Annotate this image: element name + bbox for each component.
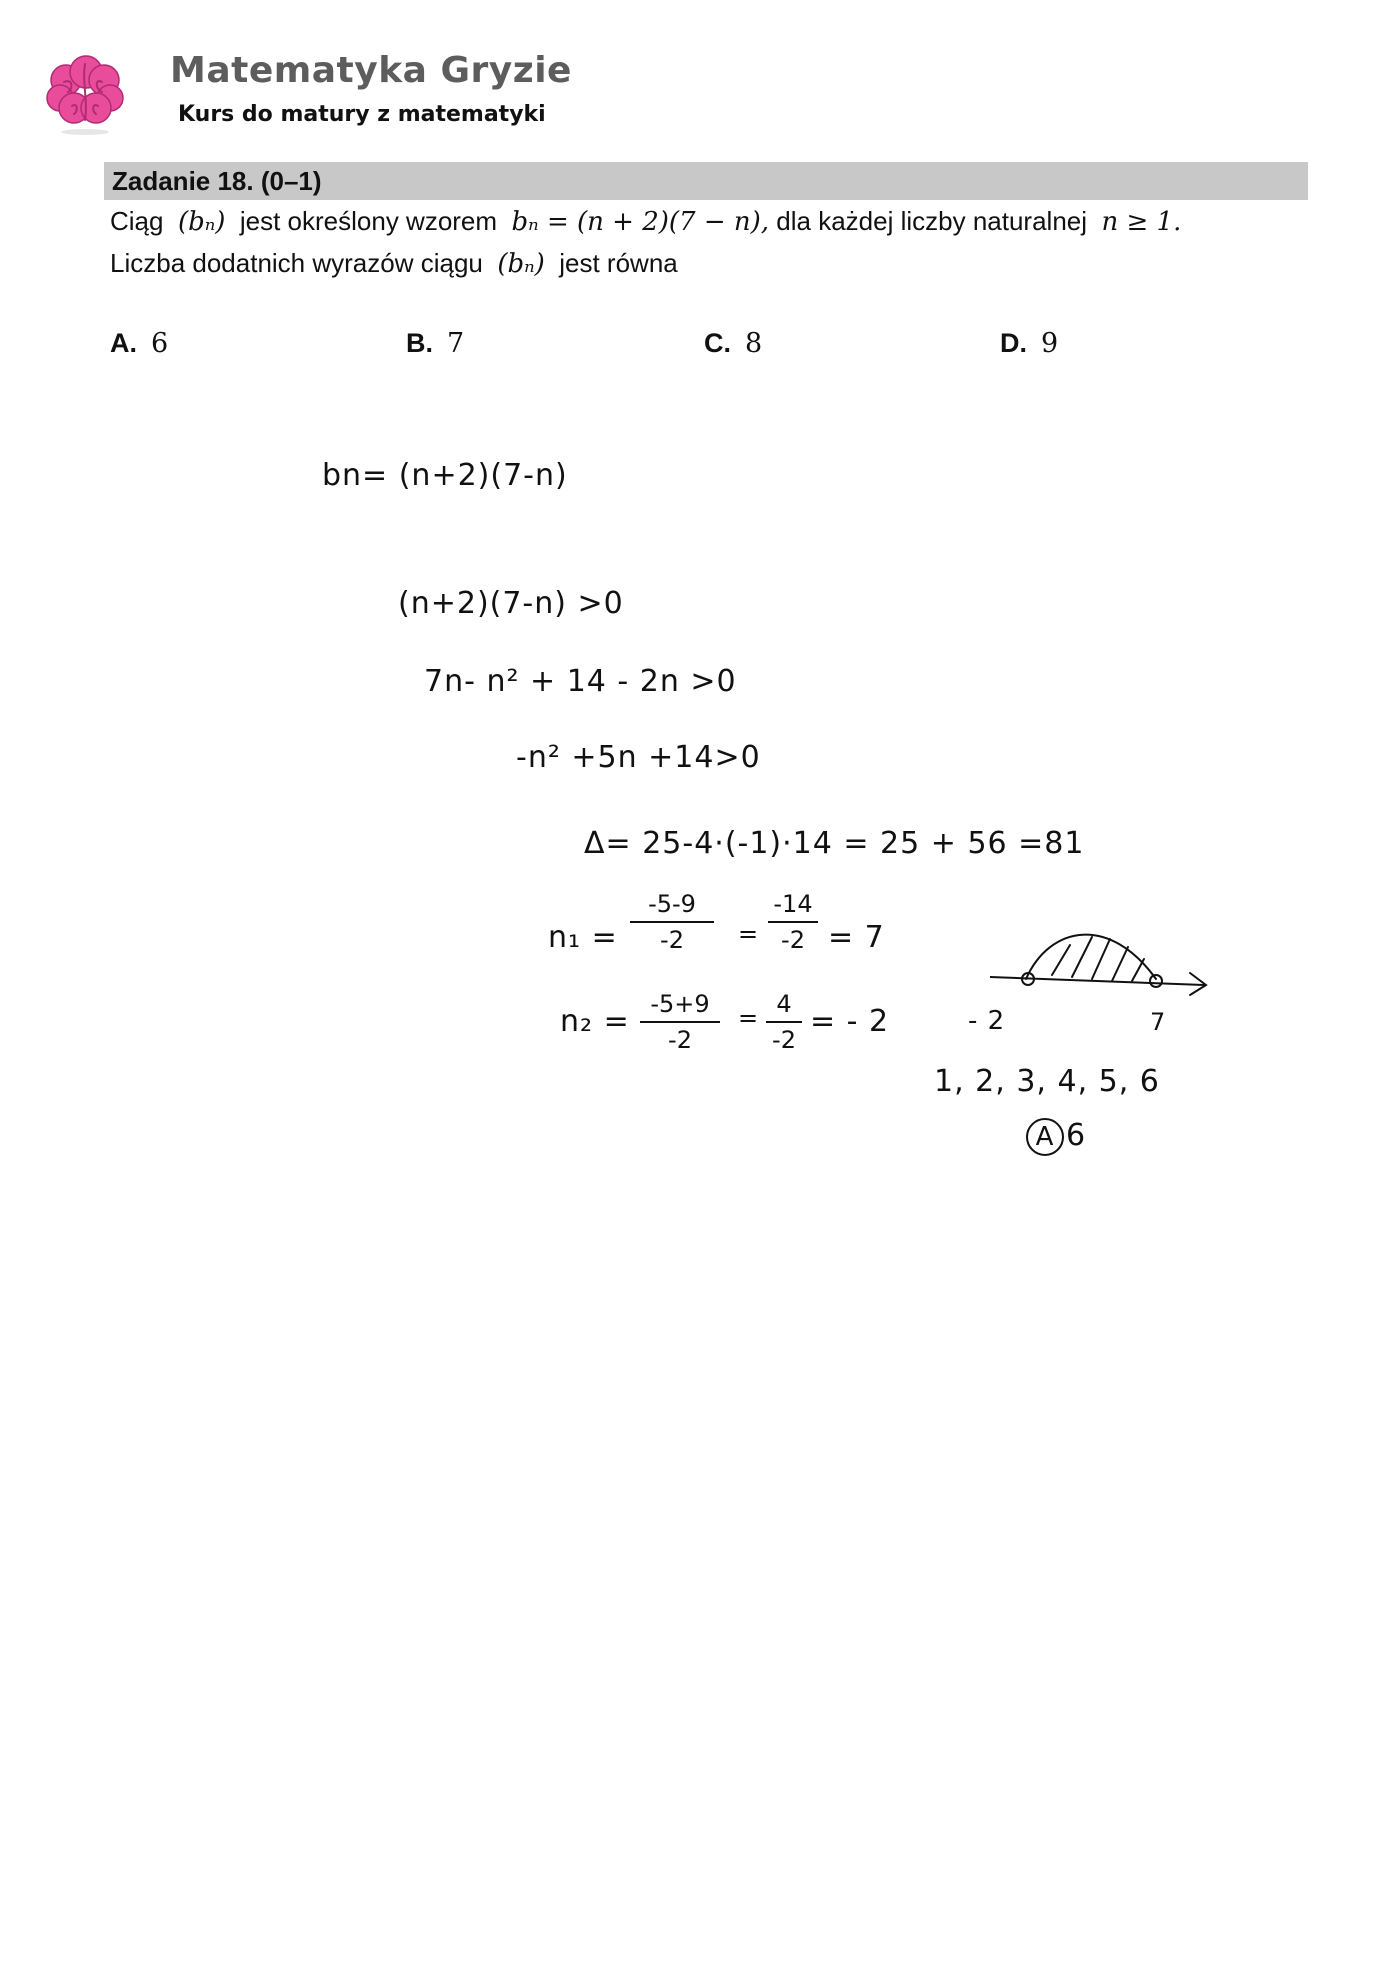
answer-letter: D. (1000, 328, 1027, 358)
fraction-numerator: 4 (776, 990, 792, 1018)
root-n1-fraction-simplified (768, 890, 818, 954)
task-header: Zadanie 18. (0–1) (104, 162, 1308, 200)
task-statement-line-2 (110, 248, 678, 279)
solution-inequality: (n+2)(7-n) >0 (398, 586, 624, 621)
answer-letter: C. (704, 328, 731, 358)
answer-option-d[interactable] (1000, 328, 1058, 359)
answer-value: 8 (745, 328, 763, 359)
answer-option-c[interactable] (704, 328, 762, 359)
fraction-numerator: -14 (773, 890, 813, 918)
solution-formula: bn= (n+2)(7-n) (322, 458, 568, 493)
fraction-denominator: -2 (772, 1026, 796, 1054)
root-n2-fraction (640, 990, 720, 1054)
answer-letter: B. (406, 328, 433, 358)
answer-option-b[interactable] (406, 328, 464, 359)
axis-label-left-root: - 2 (968, 1006, 1006, 1036)
final-answer-value: 6 (1066, 1118, 1087, 1153)
root-n1-label: n₁ = (548, 920, 618, 955)
fraction-numerator: -5-9 (648, 890, 696, 918)
root-n1-result: = 7 (828, 920, 885, 955)
task-text: jest równa (559, 248, 678, 278)
brand-subtitle: Kurs do matury z matematyki (178, 102, 546, 127)
brand-title: Matematyka Gryzie (170, 50, 572, 91)
equals-sign: = (738, 920, 760, 948)
brain-icon (44, 52, 126, 138)
answer-value: 9 (1041, 328, 1059, 359)
fraction-denominator: -2 (660, 926, 684, 954)
answer-value: 7 (447, 328, 465, 359)
axis-label-right-root: 7 (1150, 1008, 1167, 1036)
fraction-denominator: -2 (668, 1026, 692, 1054)
task-statement-line-1 (110, 206, 1181, 237)
root-n2-result: = - 2 (810, 1004, 890, 1039)
root-n2-fraction-simplified (766, 990, 802, 1054)
answer-letter: A. (110, 328, 137, 358)
solution-expanded: 7n- n² + 14 - 2n >0 (424, 664, 737, 699)
parabola-sign-diagram (990, 915, 1220, 1035)
equals-sign: = (738, 1004, 760, 1032)
sequence-formula: bₙ = (n + 2)(7 − n), (511, 207, 770, 237)
sequence-symbol: (bₙ) (497, 249, 545, 279)
final-answer (1026, 1118, 1086, 1156)
task-text: Ciąg (110, 206, 164, 236)
task-text: jest określony wzorem (239, 206, 498, 236)
fraction-numerator: -5+9 (650, 990, 710, 1018)
fraction-denominator: -2 (781, 926, 805, 954)
solution-delta: Δ= 25-4·(-1)·14 = 25 + 56 =81 (584, 826, 1085, 861)
circled-answer-letter: A (1026, 1118, 1064, 1156)
root-n1-fraction (630, 890, 714, 954)
answer-value: 6 (151, 328, 169, 359)
task-text: Liczba dodatnich wyrazów ciągu (110, 248, 483, 278)
root-n2-label: n₂ = (560, 1004, 630, 1039)
answer-option-a[interactable] (110, 328, 168, 359)
sequence-symbol: (bₙ) (177, 207, 226, 237)
positive-terms-list: 1, 2, 3, 4, 5, 6 (934, 1064, 1160, 1099)
task-text: dla każdej liczby naturalnej (776, 206, 1088, 236)
domain-condition: n ≥ 1. (1101, 207, 1182, 237)
solution-quadratic: -n² +5n +14>0 (516, 740, 761, 775)
